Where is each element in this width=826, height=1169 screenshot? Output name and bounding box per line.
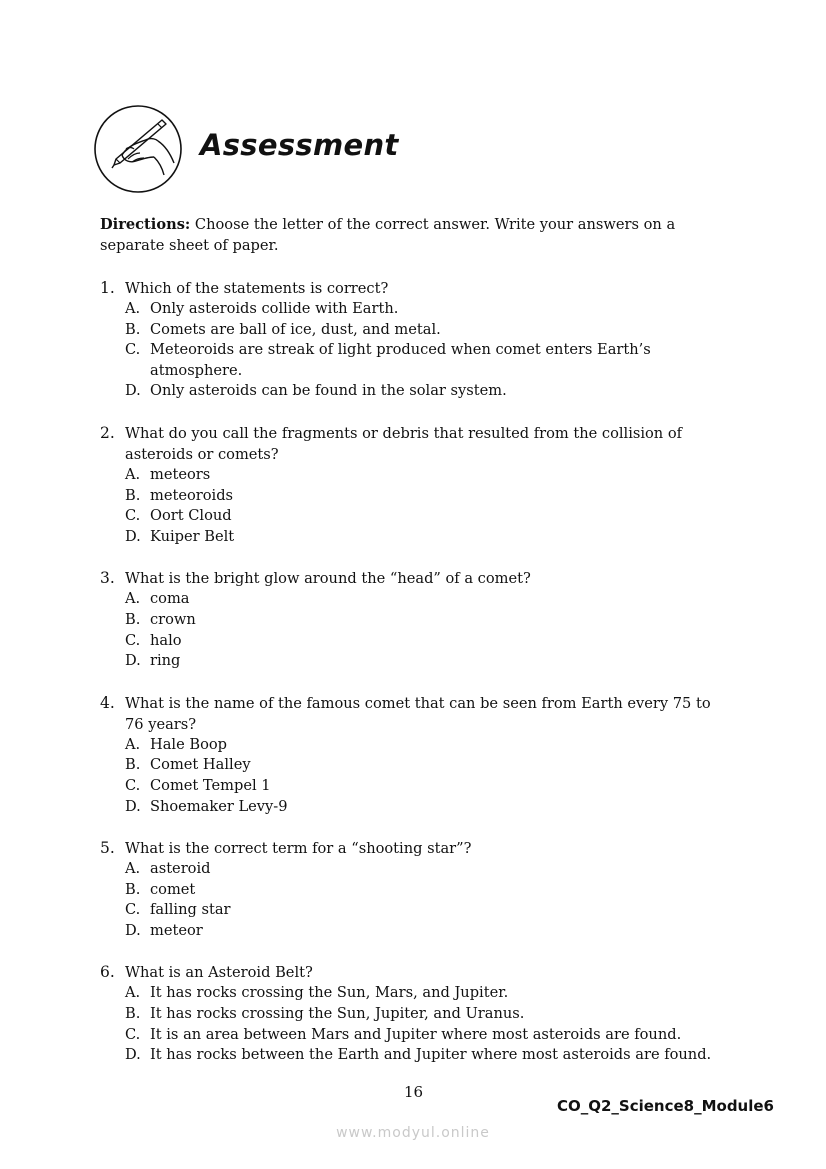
- question-list: [100, 278, 730, 1087]
- answer-option: [125, 320, 730, 341]
- answer-option: [125, 465, 730, 486]
- answer-option: [125, 900, 730, 921]
- module-code: CO_Q2_Science8_Module6: [556, 1097, 774, 1115]
- option-text: meteoroids: [150, 486, 234, 504]
- question-text: What is the name of the famous comet that can be seen from Earth every 75 to 76 years?: [125, 694, 711, 733]
- option-text: Comet Halley: [150, 756, 251, 774]
- option-letter: A.: [125, 465, 141, 483]
- answer-option: [125, 1045, 730, 1066]
- answer-option: [125, 755, 730, 776]
- option-letter: A.: [125, 590, 141, 608]
- question-text: What do you call the fragments or debris that resulted from the collision of asteroids or comets?: [125, 424, 683, 463]
- answer-option: [125, 921, 730, 942]
- option-letter: B.: [125, 1005, 141, 1023]
- question-5: [100, 838, 730, 941]
- option-text: asteroid: [150, 860, 211, 878]
- option-letter: A.: [125, 984, 141, 1002]
- question-3: [100, 568, 730, 671]
- option-letter: C.: [125, 1025, 141, 1043]
- option-text: It has rocks crossing the Sun, Mars, and Jupiter.: [150, 984, 509, 1002]
- question-1: [100, 278, 730, 402]
- option-letter: B.: [125, 486, 141, 504]
- question-6: [100, 962, 730, 1065]
- question-4: [100, 693, 730, 817]
- option-text: crown: [150, 610, 196, 628]
- option-letter: D.: [125, 797, 141, 815]
- answer-option: [125, 589, 730, 610]
- option-text: Meteoroids are streak of light produced when comet enters Earth’s atmosphere.: [150, 341, 651, 379]
- answer-option: [125, 631, 730, 652]
- hand-writing-pencil-icon: [92, 105, 184, 193]
- option-letter: A.: [125, 860, 141, 878]
- option-letter: C.: [125, 341, 141, 359]
- answer-option: [125, 983, 730, 1004]
- directions-label: Directions:: [100, 216, 191, 233]
- answer-option: [125, 776, 730, 797]
- question-text: What is an Asteroid Belt?: [125, 964, 313, 982]
- watermark: www.modyul.online: [336, 1125, 490, 1141]
- option-letter: D.: [125, 921, 141, 939]
- directions: [100, 214, 740, 256]
- answer-option: [125, 381, 730, 402]
- question-text: Which of the statements is correct?: [125, 280, 389, 297]
- answer-option: [125, 880, 730, 901]
- option-letter: B.: [125, 320, 141, 338]
- answer-option: [125, 797, 730, 818]
- option-text: Hale Boop: [150, 735, 228, 753]
- answer-option: [125, 340, 730, 381]
- option-text: meteor: [150, 921, 203, 939]
- option-letter: B.: [125, 880, 141, 898]
- option-text: It is an area between Mars and Jupiter where most asteroids are found.: [150, 1025, 682, 1043]
- answer-option: [125, 486, 730, 507]
- option-letter: C.: [125, 631, 141, 649]
- page-title: Assessment: [200, 128, 399, 162]
- option-letter: C.: [125, 507, 141, 525]
- option-letter: A.: [125, 735, 141, 753]
- option-letter: D.: [125, 652, 141, 670]
- option-letter: D.: [125, 382, 141, 400]
- option-letter: D.: [125, 527, 141, 545]
- question-text: What is the correct term for a “shooting star”?: [125, 840, 472, 858]
- option-text: Kuiper Belt: [150, 527, 235, 545]
- option-text: coma: [150, 590, 190, 608]
- answer-option: [125, 1025, 730, 1046]
- option-letter: B.: [125, 610, 141, 628]
- answer-option: [125, 506, 730, 527]
- question-number: 3.: [100, 569, 115, 588]
- option-text: meteors: [150, 465, 211, 483]
- option-letter: A.: [125, 300, 141, 317]
- question-number: 4.: [100, 693, 115, 712]
- option-text: Only asteroids collide with Earth.: [150, 300, 399, 317]
- option-letter: B.: [125, 756, 141, 774]
- answer-option: [125, 527, 730, 548]
- option-text: Comet Tempel 1: [150, 776, 271, 794]
- option-text: Oort Cloud: [150, 507, 232, 525]
- option-text: Only asteroids can be found in the solar system.: [150, 382, 507, 400]
- option-text: It has rocks crossing the Sun, Jupiter, and Uranus.: [150, 1005, 525, 1023]
- option-text: falling star: [150, 901, 231, 919]
- option-text: Comets are ball of ice, dust, and metal.: [150, 320, 441, 338]
- option-text: It has rocks between the Earth and Jupiter where most asteroids are found.: [150, 1046, 712, 1064]
- directions-text: Choose the letter of the correct answer. Write your answers on a separate sheet of paper.: [100, 216, 676, 254]
- answer-option: [125, 1004, 730, 1025]
- option-letter: C.: [125, 776, 141, 794]
- question-number: 2.: [100, 423, 115, 442]
- question-number: 5.: [100, 839, 115, 858]
- question-text: What is the bright glow around the “head” of a comet?: [125, 570, 531, 588]
- question-number: 1.: [100, 279, 115, 297]
- option-text: ring: [150, 652, 181, 670]
- answer-option: [125, 735, 730, 756]
- answer-option: [125, 610, 730, 631]
- page-number: 16: [404, 1083, 424, 1101]
- question-2: [100, 423, 730, 547]
- question-number: 6.: [100, 963, 115, 982]
- option-text: halo: [150, 631, 182, 649]
- answer-option: [125, 299, 730, 320]
- option-letter: D.: [125, 1046, 141, 1064]
- answer-option: [125, 651, 730, 672]
- option-letter: C.: [125, 901, 141, 919]
- option-text: Shoemaker Levy-9: [150, 797, 288, 815]
- answer-option: [125, 859, 730, 880]
- option-text: comet: [150, 880, 196, 898]
